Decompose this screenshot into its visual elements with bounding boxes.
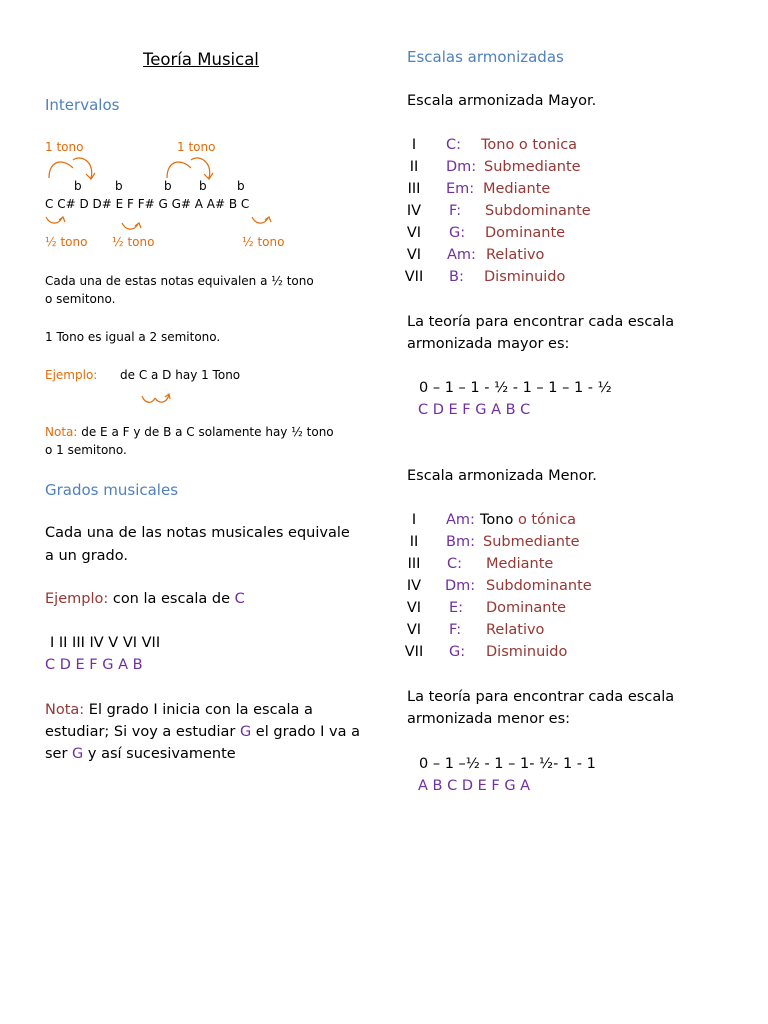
degree-chord: G: xyxy=(449,644,466,660)
degree-function-text: Submediante xyxy=(483,534,580,550)
degree-function xyxy=(484,269,565,285)
note-label: Nota: xyxy=(45,425,78,439)
note-text: de E a F y de B a C solamente hay ½ tono xyxy=(77,425,334,439)
degree-chord: C: xyxy=(446,137,462,153)
degree-chord: Bm: xyxy=(446,534,475,550)
tone-definition: 1 Tono es igual a 2 semitono. xyxy=(45,330,221,344)
half-tone-arrow-icon xyxy=(120,220,146,232)
whole-tone-arrow-right-icon xyxy=(163,156,223,186)
degree-function-text: Relativo xyxy=(486,622,545,638)
note-text: ser xyxy=(45,746,73,762)
minor-formula-notes: A B C D E F G A xyxy=(418,778,531,794)
degree-function xyxy=(484,159,581,175)
note-text: y así sucesivamente xyxy=(83,746,236,762)
degree-function xyxy=(481,137,577,153)
note-label: Nota: xyxy=(45,702,85,718)
flat-symbol: b xyxy=(199,179,207,193)
degree-function xyxy=(486,600,566,616)
degree-function xyxy=(486,644,567,660)
degree-function xyxy=(483,181,550,197)
degree-chord: F: xyxy=(449,622,462,638)
grados-text-line: Cada una de las notas musicales equivale xyxy=(45,525,350,541)
degree-roman: II xyxy=(409,534,419,550)
degree-chord: Dm: xyxy=(445,578,476,594)
degree-function-text: Relativo xyxy=(486,247,545,263)
degree-function-text: Mediante xyxy=(486,556,554,572)
degree-function-text: Tono xyxy=(480,512,518,528)
degree-function xyxy=(486,556,553,572)
major-formula-notes: C D E F G A B C xyxy=(418,402,531,418)
grados-note-line xyxy=(45,702,313,718)
half-tone-label: ½ tono xyxy=(242,235,285,249)
half-tone-label: ½ tono xyxy=(45,235,88,249)
example-label: Ejemplo: xyxy=(45,368,98,382)
grados-example xyxy=(45,591,245,607)
example-label: Ejemplo: xyxy=(45,591,109,607)
degree-roman: III xyxy=(407,556,421,572)
example-arrow-icon xyxy=(140,390,172,406)
major-formula: 0 – 1 – 1 - ½ - 1 – 1 – 1 - ½ xyxy=(419,380,612,396)
tono-label-right: 1 tono xyxy=(177,140,216,154)
degree-function xyxy=(486,247,544,263)
tono-label-left: 1 tono xyxy=(45,140,84,154)
minor-formula: 0 – 1 –½ - 1 – 1- ½- 1 - 1 xyxy=(419,756,596,772)
degree-roman: VI xyxy=(406,600,422,616)
grados-note-line xyxy=(45,746,236,762)
example-text: de C a D hay 1 Tono xyxy=(120,368,241,382)
example-note: C xyxy=(234,591,245,607)
flat-symbol: b xyxy=(74,179,82,193)
flat-symbol: b xyxy=(237,179,245,193)
degree-function-text: Mediante xyxy=(483,181,551,197)
degree-function xyxy=(485,203,591,219)
degree-function xyxy=(486,622,544,638)
degree-chord: F: xyxy=(449,203,462,219)
degree-function-text: Disminuido xyxy=(486,644,568,660)
degree-function-text: Disminuido xyxy=(484,269,566,285)
note-letter: G xyxy=(239,724,252,740)
minor-theory-line: armonizada menor es: xyxy=(407,711,571,727)
half-tone-arrow-icon xyxy=(250,214,276,226)
half-tone-arrow-icon xyxy=(44,214,70,226)
degree-roman: I xyxy=(411,137,417,153)
page-title: Teoría Musical xyxy=(143,50,259,69)
grados-heading: Grados musicales xyxy=(45,481,179,499)
degree-chord: E: xyxy=(449,600,464,616)
intervals-heading: Intervalos xyxy=(45,96,120,114)
degree-chord: C: xyxy=(447,556,463,572)
half-tone-label: ½ tono xyxy=(112,235,155,249)
degree-chord: B: xyxy=(449,269,464,285)
major-theory-line: La teoría para encontrar cada escala xyxy=(407,314,675,330)
degree-roman: II xyxy=(409,159,419,175)
major-theory-line: armonizada mayor es: xyxy=(407,336,570,352)
degree-function-text: Submediante xyxy=(484,159,581,175)
flat-symbol: b xyxy=(164,179,172,193)
degree-chord: Am: xyxy=(446,512,475,528)
degree-function-text: Tono o tonica xyxy=(481,137,578,153)
roman-degrees: I II III IV V VI VII xyxy=(50,635,161,651)
degree-function xyxy=(480,512,576,528)
major-scale-title: Escala armonizada Mayor. xyxy=(407,93,597,109)
grados-text-line: a un grado. xyxy=(45,548,128,564)
degree-function-extra: o tónica xyxy=(517,512,577,528)
interval-note xyxy=(45,425,334,439)
flat-symbol: b xyxy=(115,179,123,193)
degree-function xyxy=(483,534,580,550)
note-text: el grado I va a xyxy=(251,724,360,740)
note-text: estudiar; Si voy a estudiar xyxy=(45,724,240,740)
chromatic-notes: C C# D D# E F F# G G# A A# B C xyxy=(45,197,250,211)
note-text-line: o 1 semitono. xyxy=(45,443,127,457)
degree-roman: VII xyxy=(404,644,424,660)
degree-roman: III xyxy=(407,181,421,197)
escalas-heading: Escalas armonizadas xyxy=(407,48,564,66)
minor-scale-title: Escala armonizada Menor. xyxy=(407,468,597,484)
degree-function-text: Dominante xyxy=(486,600,567,616)
note-text: El grado I inicia con la escala a xyxy=(84,702,313,718)
degree-roman: VI xyxy=(406,225,422,241)
degree-chord: Am: xyxy=(447,247,476,263)
degree-roman: VII xyxy=(404,269,424,285)
degree-function-text: Subdominante xyxy=(486,578,592,594)
degree-notes: C D E F G A B xyxy=(45,657,143,673)
degree-roman: VI xyxy=(406,622,422,638)
degree-roman: IV xyxy=(406,578,422,594)
degree-roman: IV xyxy=(406,203,422,219)
note-letter: G xyxy=(72,746,84,762)
degree-roman: VI xyxy=(406,247,422,263)
degree-chord: Dm: xyxy=(446,159,477,175)
degree-function-text: Dominante xyxy=(485,225,566,241)
minor-theory-line: La teoría para encontrar cada escala xyxy=(407,689,675,705)
degree-chord: G: xyxy=(449,225,466,241)
degree-chord: Em: xyxy=(446,181,475,197)
example-text: con la escala de xyxy=(108,591,235,607)
grados-note-line xyxy=(45,724,360,740)
degree-function xyxy=(485,225,565,241)
intervals-text-line: o semitono. xyxy=(45,292,116,306)
intervals-text-line: Cada una de estas notas equivalen a ½ tono xyxy=(45,274,314,288)
degree-function-text: Subdominante xyxy=(485,203,591,219)
degree-function xyxy=(486,578,592,594)
degree-roman: I xyxy=(411,512,417,528)
